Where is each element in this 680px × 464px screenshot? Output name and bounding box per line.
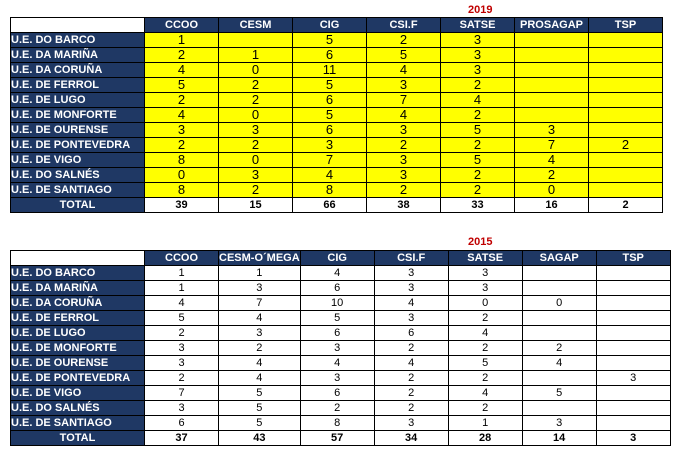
table-cell: 2	[145, 326, 219, 341]
table-cell: 2	[374, 401, 448, 416]
total-cell: 28	[448, 431, 522, 446]
table-cell	[522, 371, 596, 386]
header-corner	[11, 251, 145, 266]
table-cell: 8	[293, 183, 367, 198]
table-cell: 4	[522, 356, 596, 371]
row-label: U.E. DA MARIÑA	[11, 281, 145, 296]
table-cell: 4	[293, 168, 367, 183]
table-cell: 2	[448, 341, 522, 356]
total-cell: 2	[589, 198, 663, 213]
row-label: U.E. DA CORUÑA	[11, 296, 145, 311]
table-cell: 3	[219, 168, 293, 183]
table-row	[11, 93, 663, 108]
column-header: TSP	[589, 18, 663, 33]
table-cell	[589, 123, 663, 138]
table-cell: 4	[441, 93, 515, 108]
table-cell: 6	[300, 326, 374, 341]
table-cell: 1	[448, 416, 522, 431]
column-header: CIG	[300, 251, 374, 266]
total-cell: 14	[522, 431, 596, 446]
row-label: U.E. DE OURENSE	[11, 123, 145, 138]
table-cell: 0	[522, 296, 596, 311]
table-cell: 5	[300, 311, 374, 326]
table-cell: 3	[300, 341, 374, 356]
total-cell: 15	[219, 198, 293, 213]
table-row	[11, 281, 671, 296]
table-cell: 0	[219, 63, 293, 78]
table-cell: 8	[300, 416, 374, 431]
column-header: SATSE	[441, 18, 515, 33]
table-cell: 3	[367, 153, 441, 168]
total-label: TOTAL	[11, 198, 145, 213]
row-label: U.E. DE FERROL	[11, 311, 145, 326]
table-row	[11, 386, 671, 401]
table-cell: 2	[219, 78, 293, 93]
table-cell	[522, 311, 596, 326]
total-cell: 3	[596, 431, 670, 446]
table-cell	[596, 341, 670, 356]
table-cell: 2	[448, 371, 522, 386]
table-cell	[596, 401, 670, 416]
table-cell	[589, 63, 663, 78]
table-cell	[589, 78, 663, 93]
row-label: U.E. DE PONTEVEDRA	[11, 371, 145, 386]
table-cell: 2	[441, 183, 515, 198]
table-cell: 3	[300, 371, 374, 386]
total-cell: 66	[293, 198, 367, 213]
table-cell: 2	[219, 138, 293, 153]
table-cell	[596, 356, 670, 371]
table-cell: 5	[367, 48, 441, 63]
table-row	[11, 371, 671, 386]
year-2019-label: 2019	[468, 4, 493, 16]
table-cell: 4	[300, 356, 374, 371]
table-row	[11, 356, 671, 371]
total-cell: 38	[367, 198, 441, 213]
table-row	[11, 63, 663, 78]
table-cell: 3	[522, 416, 596, 431]
table-row	[11, 153, 663, 168]
table-cell	[589, 168, 663, 183]
table-cell: 6	[300, 386, 374, 401]
table-cell: 3	[374, 311, 448, 326]
row-label: U.E. DE LUGO	[11, 326, 145, 341]
table-cell: 5	[441, 123, 515, 138]
table-cell: 5	[145, 311, 219, 326]
column-header: SATSE	[448, 251, 522, 266]
column-header: SAGAP	[522, 251, 596, 266]
table-cell: 3	[441, 63, 515, 78]
table-cell: 4	[145, 108, 219, 123]
table-cell	[515, 63, 589, 78]
table-cell: 2	[448, 401, 522, 416]
table-cell: 4	[374, 356, 448, 371]
column-header: CSI.F	[374, 251, 448, 266]
table-cell	[515, 108, 589, 123]
table-cell	[589, 108, 663, 123]
table-cell: 3	[219, 123, 293, 138]
table-cell: 2	[441, 108, 515, 123]
table-cell: 2	[374, 386, 448, 401]
table-cell: 2	[441, 78, 515, 93]
table-row	[11, 326, 671, 341]
row-label: U.E. DE PONTEVEDRA	[11, 138, 145, 153]
table-cell	[522, 401, 596, 416]
row-label: U.E. DA CORUÑA	[11, 63, 145, 78]
table-cell: 3	[367, 168, 441, 183]
table-row	[11, 138, 663, 153]
header-corner	[11, 18, 145, 33]
table-cell: 2	[448, 311, 522, 326]
table-cell	[596, 386, 670, 401]
table-cell: 6	[300, 281, 374, 296]
table-cell: 6	[374, 326, 448, 341]
table-cell: 2	[441, 138, 515, 153]
column-header: CESM-O´MEGA	[219, 252, 300, 264]
column-header: TSP	[596, 251, 670, 266]
table-cell: 3	[145, 341, 219, 356]
table-row	[11, 123, 663, 138]
table-cell: 3	[367, 123, 441, 138]
table-cell: 6	[293, 93, 367, 108]
table-cell: 4	[219, 371, 301, 386]
table-cell: 3	[374, 266, 448, 281]
table-cell: 2	[515, 168, 589, 183]
table-row	[11, 48, 663, 63]
table-cell: 8	[145, 153, 219, 168]
table-cell: 2	[367, 33, 441, 48]
table-cell: 2	[145, 48, 219, 63]
table-2019	[10, 17, 663, 213]
table-cell	[589, 183, 663, 198]
table-cell: 3	[596, 371, 670, 386]
table-cell: 11	[293, 63, 367, 78]
table-cell: 3	[441, 33, 515, 48]
row-label: U.E. DA MARIÑA	[11, 48, 145, 63]
table-cell: 5	[219, 416, 301, 431]
table-cell	[589, 33, 663, 48]
table-cell: 3	[145, 123, 219, 138]
table-cell: 4	[145, 296, 219, 311]
table-row	[11, 341, 671, 356]
table-cell: 4	[219, 356, 301, 371]
table-cell: 5	[293, 33, 367, 48]
column-header: CCOO	[145, 18, 219, 33]
table-cell: 3	[145, 356, 219, 371]
table-cell: 4	[448, 386, 522, 401]
table-cell: 4	[367, 108, 441, 123]
table-cell: 3	[219, 326, 301, 341]
table-cell: 4	[448, 326, 522, 341]
table-cell: 7	[219, 296, 301, 311]
table-cell	[515, 78, 589, 93]
total-cell: 39	[145, 198, 219, 213]
table-cell: 3	[367, 78, 441, 93]
row-label: U.E. DE VIGO	[11, 153, 145, 168]
column-header: CCOO	[145, 251, 219, 266]
table-cell: 5	[219, 401, 301, 416]
table-cell: 2	[145, 138, 219, 153]
column-header: PROSAGAP	[515, 18, 589, 33]
table-cell: 1	[145, 266, 219, 281]
total-label: TOTAL	[11, 431, 145, 446]
table-cell	[515, 93, 589, 108]
table-cell: 5	[448, 356, 522, 371]
table-cell: 0	[515, 183, 589, 198]
table-cell: 0	[145, 168, 219, 183]
table-cell	[589, 93, 663, 108]
table-row	[11, 296, 671, 311]
table-cell	[522, 326, 596, 341]
table-cell	[522, 266, 596, 281]
table-cell: 2	[219, 93, 293, 108]
table-cell: 8	[145, 183, 219, 198]
table-row	[11, 311, 671, 326]
table-cell: 4	[367, 63, 441, 78]
row-label: U.E. DE SANTIAGO	[11, 183, 145, 198]
table-cell: 4	[300, 266, 374, 281]
table-cell: 7	[367, 93, 441, 108]
total-cell: 16	[515, 198, 589, 213]
table-cell	[596, 311, 670, 326]
table-cell	[596, 326, 670, 341]
table-cell: 4	[145, 63, 219, 78]
table-cell: 5	[293, 78, 367, 93]
table-cell	[522, 281, 596, 296]
table-cell	[219, 33, 293, 48]
table-cell: 7	[293, 153, 367, 168]
table-cell: 1	[145, 33, 219, 48]
row-label: U.E. DO SALNÉS	[11, 401, 145, 416]
table-cell	[589, 153, 663, 168]
table-cell: 5	[441, 153, 515, 168]
table-cell: 5	[522, 386, 596, 401]
table-cell: 5	[219, 386, 301, 401]
table-cell: 3	[219, 281, 301, 296]
table-cell: 5	[145, 78, 219, 93]
table-cell: 0	[448, 296, 522, 311]
total-cell: 34	[374, 431, 448, 446]
row-label: U.E. DE MONFORTE	[11, 341, 145, 356]
table-cell: 2	[374, 371, 448, 386]
table-cell	[596, 281, 670, 296]
row-label: U.E. DO SALNÉS	[11, 168, 145, 183]
year-2015-label: 2015	[468, 236, 493, 248]
table-cell	[596, 296, 670, 311]
table-row	[11, 401, 671, 416]
row-label: U.E. DE VIGO	[11, 386, 145, 401]
table-2015	[10, 250, 671, 446]
table-cell: 1	[219, 266, 301, 281]
total-row	[11, 198, 663, 213]
row-label: U.E. DE FERROL	[11, 78, 145, 93]
table-cell	[596, 266, 670, 281]
table-cell: 1	[219, 48, 293, 63]
table-row	[11, 33, 663, 48]
table-cell: 4	[515, 153, 589, 168]
table-cell: 6	[293, 48, 367, 63]
table-cell	[589, 48, 663, 63]
row-label: U.E. DE OURENSE	[11, 356, 145, 371]
table-cell: 0	[219, 108, 293, 123]
total-cell: 57	[300, 431, 374, 446]
row-label: U.E. DO BARCO	[11, 266, 145, 281]
table-cell: 2	[145, 371, 219, 386]
table-cell: 6	[145, 416, 219, 431]
table-cell: 4	[219, 311, 301, 326]
table-cell: 2	[589, 138, 663, 153]
table-cell: 3	[515, 123, 589, 138]
table-cell: 2	[300, 401, 374, 416]
table-cell: 10	[300, 296, 374, 311]
table-row	[11, 183, 663, 198]
row-label: U.E. DE LUGO	[11, 93, 145, 108]
table-cell: 2	[367, 138, 441, 153]
table-cell: 7	[145, 386, 219, 401]
table-cell: 7	[515, 138, 589, 153]
table-cell: 3	[374, 281, 448, 296]
table-cell: 0	[219, 153, 293, 168]
total-cell: 33	[441, 198, 515, 213]
table-cell	[515, 48, 589, 63]
column-header: CIG	[293, 18, 367, 33]
table-cell: 1	[145, 281, 219, 296]
table-cell: 2	[374, 341, 448, 356]
table-cell: 3	[293, 138, 367, 153]
header-row	[11, 251, 671, 266]
table-cell: 2	[219, 341, 301, 356]
table-cell: 2	[219, 183, 293, 198]
row-label: U.E. DE SANTIAGO	[11, 416, 145, 431]
table-row	[11, 78, 663, 93]
table-cell: 2	[367, 183, 441, 198]
table-cell: 3	[145, 401, 219, 416]
table-cell: 4	[374, 296, 448, 311]
table-cell: 5	[293, 108, 367, 123]
table-cell	[596, 416, 670, 431]
total-cell: 37	[145, 431, 219, 446]
header-row	[11, 18, 663, 33]
row-label: U.E. DE MONFORTE	[11, 108, 145, 123]
table-row	[11, 416, 671, 431]
table-row	[11, 168, 663, 183]
table-cell: 3	[441, 48, 515, 63]
column-header: CSI.F	[367, 18, 441, 33]
table-cell: 6	[293, 123, 367, 138]
table-cell: 2	[522, 341, 596, 356]
table-cell: 2	[145, 93, 219, 108]
total-row	[11, 431, 671, 446]
table-cell: 3	[448, 266, 522, 281]
table-cell	[515, 33, 589, 48]
table-cell: 3	[448, 281, 522, 296]
row-label: U.E. DO BARCO	[11, 33, 145, 48]
table-row	[11, 108, 663, 123]
table-row	[11, 266, 671, 281]
column-header: CESM	[219, 18, 293, 33]
table-cell: 3	[374, 416, 448, 431]
table-cell: 2	[441, 168, 515, 183]
total-cell: 43	[219, 431, 301, 446]
